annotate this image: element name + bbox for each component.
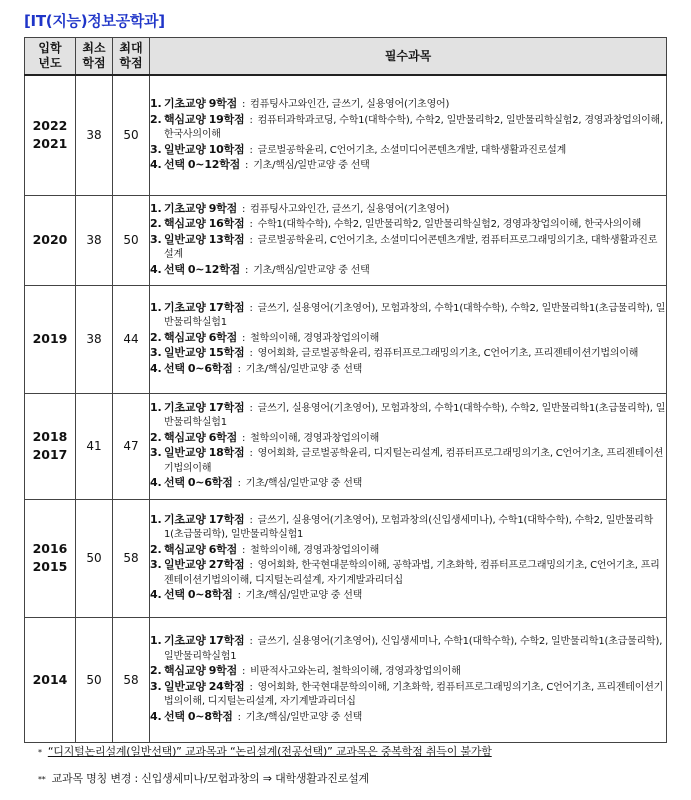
course-category: 일반교양 xyxy=(164,346,206,360)
item-number: 4. xyxy=(150,158,162,171)
separator: : xyxy=(246,402,256,414)
course-list: 철학의이해, 경영과창업의이해 xyxy=(250,332,380,344)
item-number: 4. xyxy=(150,361,162,375)
separator: : xyxy=(242,264,252,276)
course-category: 일반교양 xyxy=(164,142,206,156)
separator: : xyxy=(234,478,244,489)
item-body xyxy=(164,346,666,362)
course-list: 수학1(대학수학), 수학2, 일반물리학2, 일반물리학실험2, 경영과창업의이해, 한국사의이해 xyxy=(257,219,642,231)
course-category: 선택 xyxy=(164,361,185,375)
item-number: 2. xyxy=(150,217,162,231)
item-number: 2. xyxy=(150,664,162,677)
separator: : xyxy=(246,514,256,526)
max-credits-cell: 58 xyxy=(113,617,150,742)
course-category: 핵심교양 xyxy=(164,330,206,344)
credit-count: 27학점 xyxy=(208,558,245,571)
max-credits-cell: 47 xyxy=(113,393,150,499)
header-required-courses: 필수과목 xyxy=(150,38,667,76)
item-body xyxy=(164,301,666,331)
admission-year-cell xyxy=(25,499,76,617)
credit-count: 9학점 xyxy=(208,664,238,677)
item-body xyxy=(164,362,666,378)
footnote-text: “디지털논리설계(일반선택)” 교과목과 “논리설계(전공선택)” 교과목은 중복학점 취득이 불가함 xyxy=(47,745,492,758)
separator: : xyxy=(239,666,249,677)
table-row xyxy=(25,285,667,393)
admission-year: 2022 xyxy=(32,118,68,134)
course-requirement-item xyxy=(150,202,666,218)
course-requirement-item xyxy=(150,346,666,362)
course-list: 글로벌공학윤리, C언어기초, 소셜미디어콘텐츠개발, 컴퓨터프로그래밍의기초, 대학생활과진로설계 xyxy=(164,234,658,261)
item-body xyxy=(164,233,666,263)
item-body xyxy=(164,401,666,431)
item-number: 1. xyxy=(150,300,162,314)
item-body xyxy=(164,634,666,664)
admission-year-cell xyxy=(25,285,76,393)
item-body xyxy=(164,680,666,710)
item-body xyxy=(164,446,666,476)
course-list: 컴퓨터과학과코딩, 수학1(대학수학), 수학2, 일반물리학2, 일반물리학실험2, 경영과창업의이해, 한국사의이해 xyxy=(164,114,663,140)
admission-year: 2016 xyxy=(32,541,68,556)
course-list: 기초/핵심/일반교양 중 선택 xyxy=(245,590,363,601)
item-body xyxy=(164,202,666,218)
course-list: 영어회화, 글로벌공학윤리, 디지털논리설계, 컴퓨터프로그래밍의기초, C언어기초, 프리젠테이션기법의이해 xyxy=(164,448,664,474)
required-courses-cell xyxy=(150,75,667,195)
item-body xyxy=(164,543,666,559)
course-category: 핵심교양 xyxy=(164,542,206,556)
table-row xyxy=(25,617,667,742)
credit-count: 17학점 xyxy=(208,400,245,414)
separator: : xyxy=(239,332,249,344)
course-category: 핵심교양 xyxy=(164,664,206,677)
item-number: 1. xyxy=(150,634,162,647)
item-number: 3. xyxy=(150,232,162,246)
course-requirement-item xyxy=(150,634,666,664)
item-number: 2. xyxy=(150,112,162,126)
course-requirement-item xyxy=(150,558,666,588)
course-requirement-item xyxy=(150,331,666,347)
course-list: 컴퓨팅사고와인간, 글쓰기, 실용영어(기초영어) xyxy=(250,99,450,110)
course-category: 선택 xyxy=(164,262,185,276)
item-number: 3. xyxy=(150,346,162,360)
separator: : xyxy=(246,681,256,693)
course-category: 선택 xyxy=(164,709,185,723)
course-category: 핵심교양 xyxy=(164,217,206,231)
max-credits-cell: 50 xyxy=(113,75,150,195)
header-min-credits: 최소 학점 xyxy=(76,38,113,76)
course-list: 컴퓨팅사고와인간, 글쓰기, 실용영어(기초영어) xyxy=(250,203,450,215)
item-body xyxy=(164,588,666,604)
course-category: 기초교양 xyxy=(164,300,206,314)
course-category: 기초교양 xyxy=(164,201,206,215)
course-category: 기초교양 xyxy=(164,97,206,110)
admission-year-cell xyxy=(25,195,76,285)
credit-count: 0~12학점 xyxy=(187,262,241,276)
course-list: 글쓰기, 실용영어(기초영어), 모험과창의, 수학1(대학수학), 수학2, 일반물리학1(초급물리학), 일반물리학실험1 xyxy=(164,402,666,428)
item-number: 2. xyxy=(150,430,162,444)
credit-count: 17학점 xyxy=(208,634,245,647)
course-category: 일반교양 xyxy=(164,679,206,693)
course-list: 글로벌공학윤리, C언어기초, 소셜미디어콘텐츠개발, 대학생활과진로설계 xyxy=(257,144,567,156)
separator: : xyxy=(239,432,249,444)
course-list: 영어회화, 한국현대문학의이해, 공학과법, 기초화학, 컴퓨터프로그래밍의기초, C언어기초, 프리젠테이션기법의이해, 디지털논리설계, 자기계발과리더십 xyxy=(164,560,660,586)
item-number: 1. xyxy=(150,201,162,215)
credit-count: 13학점 xyxy=(208,232,245,246)
item-number: 3. xyxy=(150,142,162,156)
separator: : xyxy=(246,219,256,231)
admission-year: 2020 xyxy=(32,232,68,247)
required-courses-cell xyxy=(150,195,667,285)
required-courses-cell xyxy=(150,499,667,617)
admission-year: 2019 xyxy=(32,331,68,346)
admission-year: 2021 xyxy=(32,136,68,152)
admission-year: 2014 xyxy=(32,671,68,687)
table-row xyxy=(25,75,667,195)
item-body xyxy=(164,513,666,543)
item-number: 3. xyxy=(150,679,162,693)
course-list: 비판적사고와논리, 철학의이해, 경영과창업의이해 xyxy=(250,666,461,677)
course-requirement-item xyxy=(150,431,666,447)
course-list: 글쓰기, 실용영어(기초영어), 신입생세미나, 수학1(대학수학), 수학2, 일반물리학1(초급물리학), 일반물리학실험1 xyxy=(164,636,663,662)
separator: : xyxy=(246,348,256,360)
course-list: 영어회화, 한국현대문학의이해, 기초화학, 컴퓨터프로그래밍의기초, C언어기초, 프리젠테이션기법의이해, 디지털논리설계, 자기계발과리더십 xyxy=(164,681,664,707)
table-row xyxy=(25,195,667,285)
course-category: 핵심교양 xyxy=(164,112,206,126)
admission-year: 2015 xyxy=(32,559,68,574)
credit-count: 17학점 xyxy=(208,300,245,314)
separator: : xyxy=(239,544,249,556)
separator: : xyxy=(246,114,256,126)
course-category: 기초교양 xyxy=(164,634,206,647)
course-category: 일반교양 xyxy=(164,558,206,571)
min-credits-cell: 38 xyxy=(76,285,113,393)
course-requirement-item xyxy=(150,476,666,492)
course-requirement-item xyxy=(150,513,666,543)
min-credits-cell: 41 xyxy=(76,393,113,499)
required-courses-cell xyxy=(150,393,667,499)
header-max-credits: 최대 학점 xyxy=(113,38,150,76)
admission-year-cell xyxy=(25,617,76,742)
footnote-text: 교과목 명칭 변경 : 신입생세미나/모험과창의 ⇒ 대학생활과진로설계 xyxy=(51,772,369,785)
separator: : xyxy=(246,560,256,571)
credit-count: 15학점 xyxy=(208,346,245,360)
course-requirement-item xyxy=(150,301,666,331)
credit-count: 0~12학점 xyxy=(187,158,241,171)
course-category: 기초교양 xyxy=(164,400,206,414)
separator: : xyxy=(234,363,244,375)
separator: : xyxy=(239,203,249,215)
credit-count: 16학점 xyxy=(208,217,245,231)
separator: : xyxy=(246,636,256,647)
separator: : xyxy=(242,160,252,171)
item-body xyxy=(164,143,666,159)
course-list: 글쓰기, 실용영어(기초영어), 모험과창의(신입생세미나), 수학1(대학수학), 수학2, 일반물리학1(초급물리학), 일반물리학실험1 xyxy=(164,514,654,540)
course-requirement-item xyxy=(150,233,666,263)
max-credits-cell: 50 xyxy=(113,195,150,285)
credit-count: 6학점 xyxy=(208,542,238,556)
max-credits-cell: 58 xyxy=(113,499,150,617)
separator: : xyxy=(246,234,256,246)
item-body xyxy=(164,158,666,174)
course-list: 기초/핵심/일반교양 중 선택 xyxy=(253,264,370,276)
item-body xyxy=(164,664,666,680)
credit-count: 19학점 xyxy=(208,112,245,126)
item-body xyxy=(164,113,666,143)
item-number: 3. xyxy=(150,558,162,571)
credit-count: 6학점 xyxy=(208,330,238,344)
admission-year-cell xyxy=(25,393,76,499)
credit-count: 0~8학점 xyxy=(187,709,233,723)
table-header-row xyxy=(25,38,667,76)
separator: : xyxy=(239,99,249,110)
course-requirement-item xyxy=(150,113,666,143)
course-category: 선택 xyxy=(164,158,185,171)
item-number: 4. xyxy=(150,588,162,601)
course-requirement-item xyxy=(150,362,666,378)
course-category: 일반교양 xyxy=(164,446,206,459)
table-row xyxy=(25,499,667,617)
item-number: 4. xyxy=(150,476,162,489)
footnote-mark: * xyxy=(38,747,42,757)
course-list: 영어회화, 글로벌공학윤리, 컴퓨터프로그래밍의기초, C언어기초, 프리젠테이션기법의이해 xyxy=(257,348,639,360)
course-list: 기초/핵심/일반교양 중 선택 xyxy=(253,160,370,171)
course-list: 철학의이해, 경영과창업의이해 xyxy=(250,432,380,444)
table-row xyxy=(25,393,667,499)
required-courses-cell xyxy=(150,617,667,742)
course-category: 핵심교양 xyxy=(164,430,206,444)
required-courses-cell xyxy=(150,285,667,393)
course-requirement-item xyxy=(150,543,666,559)
item-number: 1. xyxy=(150,512,162,526)
item-number: 1. xyxy=(150,400,162,414)
credit-count: 9학점 xyxy=(208,97,238,110)
credit-count: 0~8학점 xyxy=(187,588,233,601)
required-courses-table xyxy=(24,37,667,743)
course-category: 기초교양 xyxy=(164,512,206,526)
credit-count: 6학점 xyxy=(208,430,238,444)
separator: : xyxy=(234,590,244,601)
min-credits-cell: 50 xyxy=(76,617,113,742)
footnote-mark: ** xyxy=(38,774,46,784)
course-requirement-item xyxy=(150,401,666,431)
course-list: 기초/핵심/일반교양 중 선택 xyxy=(245,478,363,489)
credit-count: 18학점 xyxy=(208,446,245,459)
footnote-course-rename xyxy=(38,770,369,786)
course-requirement-item xyxy=(150,710,666,726)
item-body xyxy=(164,710,666,726)
item-body xyxy=(164,431,666,447)
page-title: [IT(지능)정보공학과] xyxy=(24,12,165,30)
item-number: 4. xyxy=(150,709,162,723)
course-requirement-item xyxy=(150,158,666,174)
admission-year: 2018 xyxy=(32,429,68,444)
course-list: 기초/핵심/일반교양 중 선택 xyxy=(245,711,363,723)
separator: : xyxy=(246,302,256,314)
min-credits-cell: 50 xyxy=(76,499,113,617)
course-requirement-item xyxy=(150,263,666,279)
admission-year-cell xyxy=(25,75,76,195)
credit-count: 24학점 xyxy=(208,679,245,693)
item-number: 3. xyxy=(150,446,162,459)
item-body xyxy=(164,97,666,113)
credit-count: 0~6학점 xyxy=(187,476,233,489)
course-category: 일반교양 xyxy=(164,232,206,246)
admission-year: 2017 xyxy=(32,447,68,462)
course-requirement-item xyxy=(150,143,666,159)
separator: : xyxy=(246,144,256,156)
course-requirement-item xyxy=(150,97,666,113)
max-credits-cell: 44 xyxy=(113,285,150,393)
footnote-duplicate-credit xyxy=(38,743,492,759)
item-number: 4. xyxy=(150,262,162,276)
item-body xyxy=(164,217,666,233)
item-number: 1. xyxy=(150,97,162,110)
course-requirement-item xyxy=(150,217,666,233)
item-body xyxy=(164,476,666,492)
course-list: 글쓰기, 실용영어(기초영어), 모험과창의, 수학1(대학수학), 수학2, 일반물리학1(초급물리학), 일반물리학실험1 xyxy=(164,302,666,329)
credit-count: 0~6학점 xyxy=(187,361,233,375)
course-list: 철학의이해, 경영과창업의이해 xyxy=(250,544,380,556)
credit-count: 10학점 xyxy=(208,142,245,156)
item-body xyxy=(164,558,666,588)
min-credits-cell: 38 xyxy=(76,75,113,195)
separator: : xyxy=(246,448,256,459)
credit-count: 17학점 xyxy=(208,512,245,526)
credit-count: 9학점 xyxy=(208,201,238,215)
item-body xyxy=(164,263,666,279)
course-category: 선택 xyxy=(164,588,185,601)
item-number: 2. xyxy=(150,330,162,344)
course-requirement-item xyxy=(150,664,666,680)
course-list: 기초/핵심/일반교양 중 선택 xyxy=(245,363,363,375)
min-credits-cell: 38 xyxy=(76,195,113,285)
item-number: 2. xyxy=(150,542,162,556)
separator: : xyxy=(234,711,244,723)
course-requirement-item xyxy=(150,680,666,710)
table-body xyxy=(25,75,667,742)
header-admission-year: 입학 년도 xyxy=(25,38,76,76)
course-requirement-item xyxy=(150,588,666,604)
course-requirement-item xyxy=(150,446,666,476)
course-category: 선택 xyxy=(164,476,185,489)
item-body xyxy=(164,331,666,347)
